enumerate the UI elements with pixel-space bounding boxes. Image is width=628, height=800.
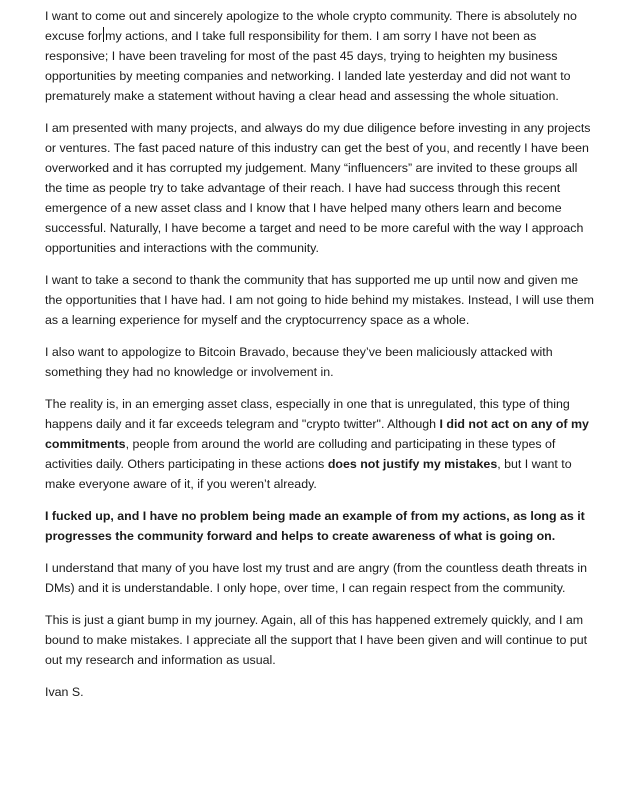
statement-paragraph: [45, 270, 595, 330]
paragraph-text: I am presented with many projects, and always do my due diligence before investing in any projects or ventures. The fast paced nature of this industry can get the best of you, and recently I have been overworked and it has corrupted my judgement. Many “influencers” are invited to these groups all the time as people try to take advantage of their reach. I have had success through this recent emergence of a new asset class and I know that I have helped many others learn and become successful. Naturally, I have become a target and need to be more careful with the way I approach opportunities and interactions with the community.: [45, 121, 591, 255]
paragraph-text: , people from around the world are colluding and participating in these types of activities daily. Others participating in these actions: [45, 437, 556, 471]
paragraph-text: I want to take a second to thank the community that has supported me up until now and given me the opportunities that I have had. I am not going to hide behind my mistakes. Instead, I will use them as a learning experience for myself and the cryptocurrency space as a whole.: [45, 273, 594, 327]
paragraph-text: , but I want to make everyone aware of it, if you weren’t already.: [45, 457, 572, 491]
emphasized-text: I fucked up, and I have no problem being made an example of from my actions, as long as it progresses the community forward and helps to create awareness of what is going on.: [45, 509, 585, 543]
statement-document: [45, 6, 595, 714]
statement-paragraph: [45, 558, 595, 598]
paragraph-text: I also want to appologize to Bitcoin Bravado, because they’ve been maliciously attacked with something they had no knowledge or involvement in.: [45, 345, 553, 379]
paragraph-text: my actions, and I take full responsibility for them. I am sorry I have not been as responsive; I have been traveling for most of the past 45 days, trying to heighten my business opportunities by meeting companies and networking. I landed late yesterday and did not want to prematurely make a statement without having a clear head and assessing the whole situation.: [45, 29, 571, 103]
statement-paragraph: [45, 506, 595, 546]
statement-paragraph: [45, 6, 595, 106]
paragraph-text: The reality is, in an emerging asset class, especially in one that is unregulated, this type of thing happens daily and it far exceeds telegram and "crypto twitter". Although: [45, 397, 570, 431]
statement-paragraph: [45, 610, 595, 670]
statement-body: [45, 6, 595, 670]
signature: Ivan S.: [45, 685, 84, 699]
statement-paragraph: [45, 394, 595, 494]
paragraph-text: I understand that many of you have lost my trust and are angry (from the countless death threats in DMs) and it is understandable. I only hope, over time, I can regain respect from the community.: [45, 561, 588, 595]
statement-paragraph: [45, 118, 595, 258]
paragraph-text: This is just a giant bump in my journey. Again, all of this has happened extremely quickly, and I am bound to make mistakes. I appreciate all the support that I have been given and will continue to put out my research and information as usual.: [45, 613, 588, 667]
emphasized-text: does not justify my mistakes: [327, 457, 498, 471]
statement-paragraph: [45, 342, 595, 382]
paragraph-text: I want to come out and sincerely apologize to the whole crypto community. There is absolutely no excuse for: [45, 9, 577, 43]
emphasized-text: I did not act on any of my commitments: [45, 417, 589, 451]
